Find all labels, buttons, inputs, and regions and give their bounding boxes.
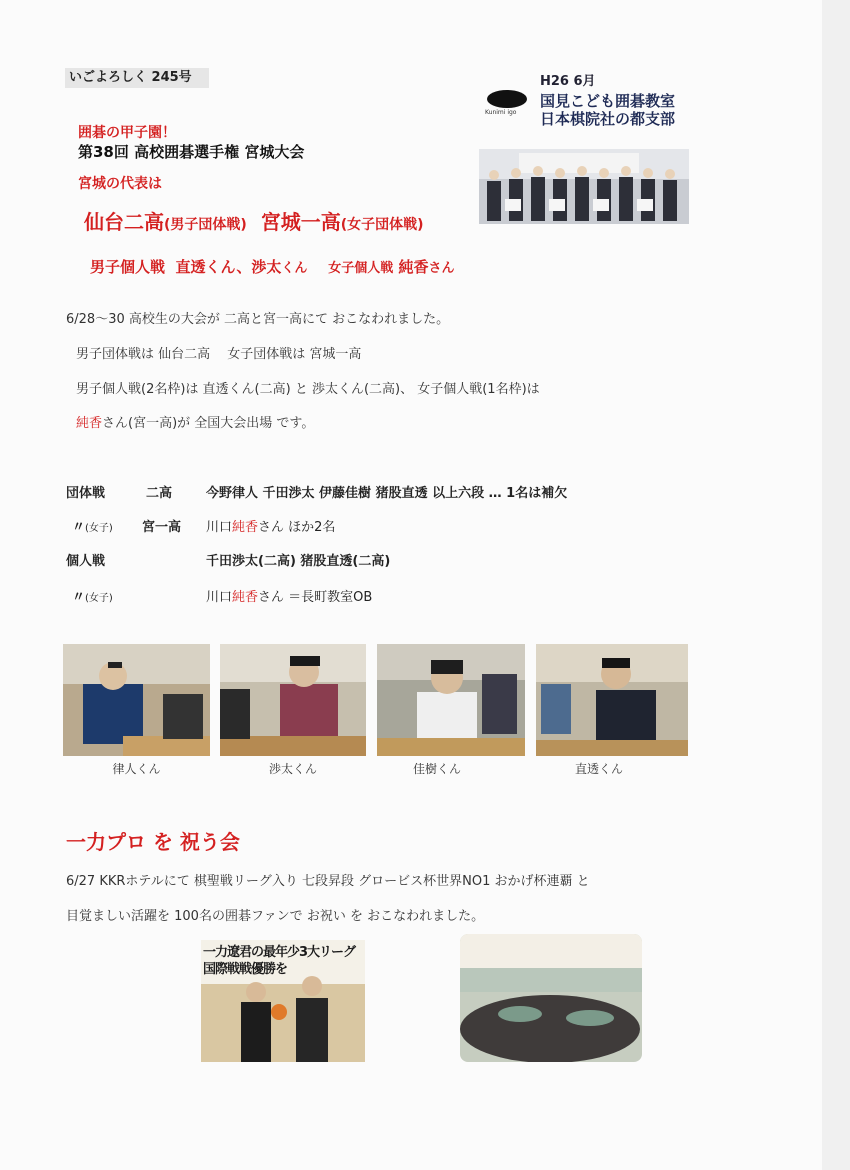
celebration-photo-2-image xyxy=(460,934,642,1062)
results-note-4: (女子) xyxy=(85,593,113,604)
results-names-4-pre: 川口 xyxy=(206,590,233,605)
org-name: 国見こども囲碁教室 xyxy=(540,92,676,110)
results-names-4-red: 純香 xyxy=(232,590,259,605)
results-label-1: 団体戦 xyxy=(66,486,106,501)
results-names-3: 千田渉太(二高) 猪股直透(二高) xyxy=(206,554,391,569)
boys-indiv-names: 直透くん、渉太 xyxy=(175,258,282,276)
ditto-mark: 〃 xyxy=(72,590,86,605)
club-logo xyxy=(487,90,527,118)
player-photo-2-image xyxy=(220,644,366,756)
paragraph-line-4-rest: さん(宮一高)が 全国大会出場 です。 xyxy=(102,416,315,431)
team-photo-image xyxy=(479,149,689,224)
highlight-name: 純香 xyxy=(76,416,103,431)
paragraph-line-3: 男子個人戦(2名枠)は 直透くん(二高) と 渉太くん(二高)、 女子個人戦(1名枠)は xyxy=(76,382,540,397)
article-title: 第38回 高校囲碁選手権 宮城大会 xyxy=(78,143,305,161)
section2-title: 一力プロ を 祝う会 xyxy=(66,830,240,854)
results-label-2 xyxy=(72,516,113,535)
banner-text: 一力遼君の最年少3大リーグ 国際戦戦優勝を xyxy=(203,945,356,977)
player-photo-3-image xyxy=(377,644,525,756)
results-names-4-post: さん ＝長町教室OB xyxy=(258,590,373,605)
results-names-2 xyxy=(206,516,335,535)
article-subtitle: 囲碁の甲子園！ xyxy=(78,125,176,141)
caption-3: 佳樹くん xyxy=(412,762,461,776)
player-photo-4 xyxy=(536,644,688,756)
school-girls-note: (女子団体戦) xyxy=(340,217,424,233)
ditto-mark: 〃 xyxy=(72,520,86,535)
boys-indiv-suffix: くん xyxy=(281,261,308,276)
results-school-1: 二高 xyxy=(146,486,173,501)
results-names-2-pre: 川口 xyxy=(206,520,233,535)
section2-line-1: 6/27 KKRホテルにて 棋聖戦リーグ入り 七段昇段 グロービス杯世界NO1 おかげ杯連覇 と xyxy=(66,874,590,889)
caption-2: 渉太くん xyxy=(268,762,317,776)
celebration-photo-2 xyxy=(460,934,642,1062)
results-label-4 xyxy=(72,586,113,605)
girls-indiv-suffix: さん xyxy=(428,261,455,276)
issue-number: いごよろしく 245号 xyxy=(65,68,209,88)
results-names-4 xyxy=(206,586,372,605)
player-photo-1-image xyxy=(63,644,210,756)
results-note-2: (女子) xyxy=(85,523,113,534)
player-photo-2 xyxy=(220,644,366,756)
issue-date: H26 6月 xyxy=(540,74,596,89)
results-names-1: 今野律人 千田渉太 伊藤佳樹 猪股直透 以上六段 … 1名は補欠 xyxy=(206,486,568,501)
results-school-2: 宮一高 xyxy=(142,520,182,535)
boys-indiv-label: 男子個人戦 xyxy=(90,258,166,276)
results-names-2-red: 純香 xyxy=(232,520,259,535)
results-label-3: 個人戦 xyxy=(66,554,106,569)
representatives-label: 宮城の代表は xyxy=(78,176,162,192)
section2-line-2: 目覚ましい活躍を 100名の囲碁ファンで お祝い を おこなわれました。 xyxy=(66,909,485,924)
caption-1: 律人くん xyxy=(112,762,161,776)
paragraph-line-2: 男子団体戦は 仙台二高 女子団体戦は 宮城一高 xyxy=(76,347,362,362)
school-girls: 宮城一高 xyxy=(260,210,341,234)
individual-representatives xyxy=(90,256,455,277)
girls-indiv-name: 純香 xyxy=(398,258,429,276)
logo-text: Kunimi igo xyxy=(485,109,517,116)
go-stone-icon xyxy=(487,90,527,108)
school-boys-note: (男子団体戦) xyxy=(164,217,247,233)
player-photo-1 xyxy=(63,644,210,756)
paragraph-line-4 xyxy=(76,412,314,431)
celebration-photo-1 xyxy=(201,940,365,1062)
caption-4: 直透くん xyxy=(574,762,623,776)
team-photo xyxy=(479,149,689,224)
results-names-2-post: さん ほか2名 xyxy=(258,520,336,535)
player-photo-3 xyxy=(377,644,525,756)
representative-schools xyxy=(84,206,424,235)
player-photo-4-image xyxy=(536,644,688,756)
girls-indiv-label: 女子個人戦 xyxy=(328,261,394,276)
org-branch: 日本棋院社の都支部 xyxy=(540,110,676,128)
school-boys: 仙台二高 xyxy=(84,210,164,234)
paragraph-line-1: 6/28～30 高校生の大会が 二高と宮一高にて おこなわれました。 xyxy=(66,312,450,327)
